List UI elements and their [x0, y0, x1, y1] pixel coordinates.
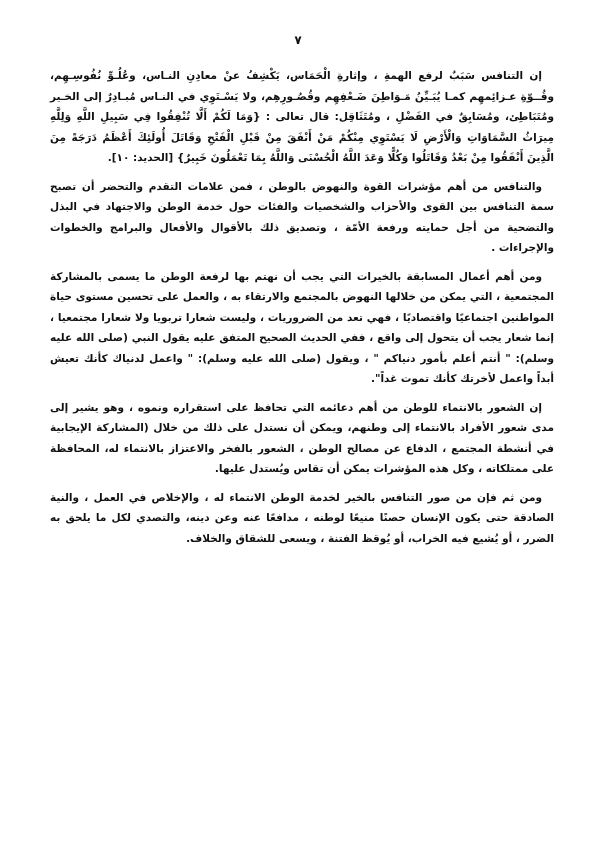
- paragraph-competition-indicators: والتنافس من أهم مؤشرات القوة والنهوض بالوطن ، فمن علامات التقدم والتحضر أن تصبح سمة التنافس بين القوى والأحزاب والشخصيات والفئات حول خدمة الوطن والاجتهاد في البذل والتضحية من أجل حمايته ورفعة الأمّة ، وتصديق ذلك بالأقوال والأفعال والبرامج والخطوات والإجراءات .: [50, 180, 554, 254]
- paragraph-serving-homeland: ومن ثم فإن من صور التنافس بالخير لخدمة الوطن الانتماء له ، والإخلاص في العمل ، والنية الصادقة حتى يكون الإنسان حصنًا منيعًا لوطنه ، مدافعًا عنه وعن دينه، والتصدي لكل ما يلحق به الضرر ، أو يُشيع فيه الخراب، أو يُوقظ الفتنة ، ويسعى للشقاق والخلاف.: [50, 491, 554, 545]
- paragraph-competition-intro: إن التنافس سَبَبٌ لرفع الهمةِ ، وإثارةِ الْحَمَاس، يَكْشِفُ عنْ معادِنِ النـاس، وعُلُـوِّ نُفُوسِـهِم، وقُــوّةِ عـزائِمهِم كمـا يُبَـيِّنُ مَـوَاطِنَ ضَـعْفِهِم وقُصُـورِهِم، ولا يَسْـتَوِي في النـاس مُبـادِرٌ إلى الخـير ومُتَبَاطِئ، ومُسَابِقٌ في الفَضْلِ ، ومُتَثَاقِل: قال تعالى : {وَمَا لَكُمْ أَلَّا تُنْفِقُوا فِي سَبِيلِ اللَّهِ وَلِلَّهِ مِيرَاثُ السَّمَاوَاتِ وَالْأَرْضِ لَا يَسْتَوِي مِنْكُمْ مَنْ أَنْفَقَ مِنْ قَبْلِ الْفَتْحِ وَقَاتَلَ أُولَئِكَ أَعْظَمُ دَرَجَةً مِنَ الَّذِينَ أَنْفَقُوا مِنْ بَعْدُ وَقَاتَلُوا وَكُلًّا وَعَدَ اللَّهُ الْحُسْنَى وَاللَّهُ بِمَا تَعْمَلُونَ خَبِيرٌ} [الحديد: ١٠].: [50, 70, 554, 164]
- document-body: [50, 66, 554, 557]
- paragraph-community-participation: ومن أهم أعمال المسابقة بالخيرات التي يجب أن نهتم بها لرفعة الوطن ما يسمى بالمشاركة المجتمعية ، التي يمكن من خلالها النهوض بالمجتمع والارتقاء به ، والعمل على تحسين مستوى حياة المواطنين اجتماعيًا واقتصاديًا ، فهي تعد من الضروريات ، وليست شعارا تربويا ولا شعارا مجتمعيا ، إنما شعار يجب أن يتحول إلى واقع ، ففي الحديث الصحيح المتفق عليه يقول النبي (صلى الله عليه وسلم): " أنتم أعلم بأمور دنياكم " ، ويقول (صلى الله عليه وسلم): " واعمل لدنياك كأنك تعيش أبداً واعمل لأخرتك كأنك تموت غداً".: [50, 270, 554, 385]
- page-number: ٧: [294, 33, 302, 47]
- paragraph-national-belonging: إن الشعور بالانتماء للوطن من أهم دعائمه التي تحافظ على استقراره ونموه ، وهو يشير إلى مدى شعور الأفراد بالانتماء إلى وطنهم، ويمكن أن نستدل على ذلك من خلال (المشاركة الإيجابية في أنشطة المجتمع ، الدفاع عن مصالح الوطن ، الشعور بالفخر والاعتزاز بالانتماء له، المحافظة على ممتلكاته ، وكل هذه المؤشرات يمكن أن تقاس ويُستدل عليها.: [50, 401, 554, 475]
